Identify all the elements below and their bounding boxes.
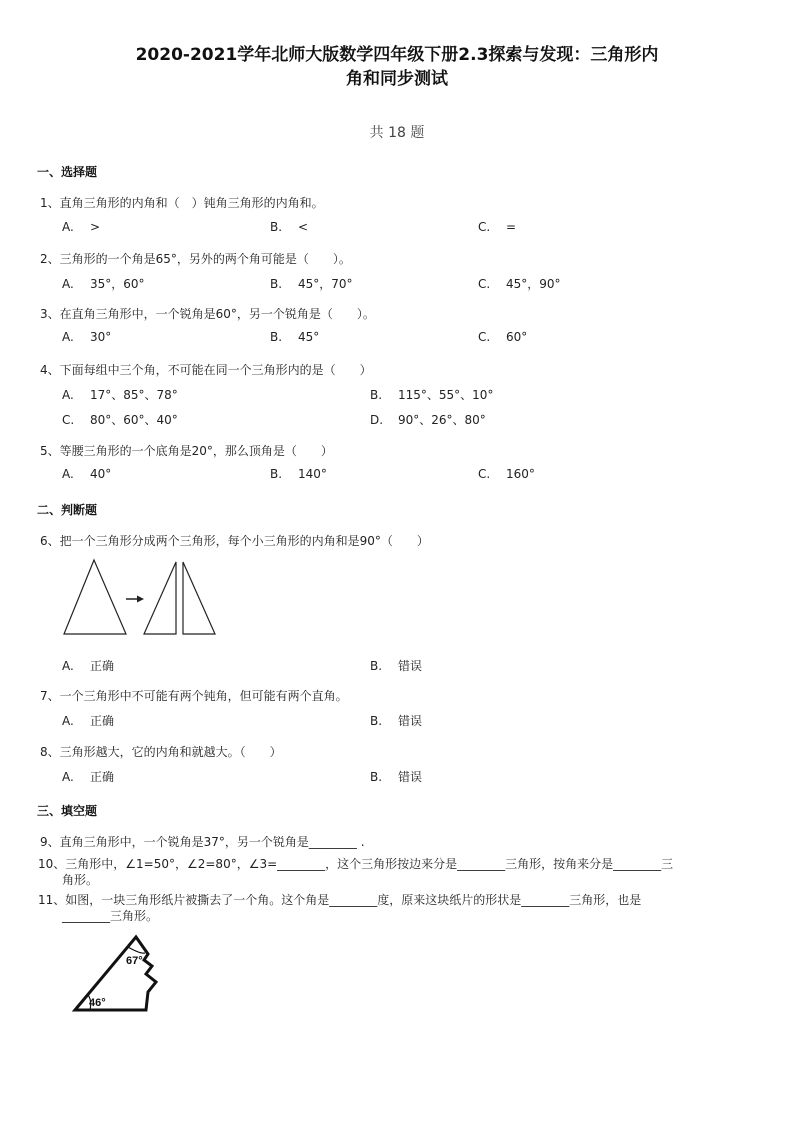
option-c[interactable]: C. 160°	[478, 467, 535, 481]
option-b[interactable]: B. 错误	[370, 770, 423, 784]
fill-question-line1: 10、三角形中，∠1=50°，∠2=80°，∠3=________，这个三角形按边来分是________三角形，按角来分是________三	[38, 857, 674, 871]
option-c[interactable]: C. =	[478, 220, 517, 234]
fill-question: 9、直角三角形中，一个锐角是37°，另一个锐角是________ .	[40, 835, 365, 849]
option-b[interactable]: B. 错误	[370, 659, 423, 673]
option-c[interactable]: C. 45°，90°	[478, 277, 561, 291]
torn-triangle-outline	[75, 937, 156, 1010]
bottom-angle-label: 46°	[89, 997, 106, 1009]
option-b[interactable]: B. 错误	[370, 714, 423, 728]
option-d[interactable]: D. 90°、26°、80°	[370, 413, 486, 427]
triangle-split-figure	[60, 558, 220, 638]
page-title-line2: 角和同步测试	[346, 69, 448, 89]
question-stem: 5、等腰三角形的一个底角是20°，那么顶角是（ ）	[40, 444, 333, 458]
option-a[interactable]: A. 35°，60°	[62, 277, 145, 291]
option-b[interactable]: B. 115°、55°、10°	[370, 388, 494, 402]
option-b[interactable]: B. 45°	[270, 330, 320, 344]
question-count: 共 18 题	[369, 125, 425, 141]
arrow-head	[137, 596, 144, 603]
fill-question-line1: 11、如图，一块三角形纸片被撕去了一个角。这个角是________度，原来这块纸片的形状是________三角形，也是	[38, 893, 642, 907]
option-a[interactable]: A. 正确	[62, 714, 115, 728]
question-stem: 1、直角三角形的内角和（ ）钝角三角形的内角和。	[40, 196, 324, 210]
page-title-line1: 2020-2021学年北师大版数学四年级下册2.3探索与发现：三角形内	[135, 45, 659, 65]
option-a[interactable]: A. 正确	[62, 770, 115, 784]
option-b[interactable]: B. 140°	[270, 467, 327, 481]
left-part-triangle	[144, 562, 176, 634]
question-stem: 4、下面每组中三个角，不可能在同一个三角形内的是（ ）	[40, 363, 372, 377]
top-angle-label: 67°	[126, 955, 143, 967]
option-b[interactable]: B. <	[270, 220, 309, 234]
option-b[interactable]: B. 45°，70°	[270, 277, 353, 291]
option-c[interactable]: C. 80°、60°、40°	[62, 413, 178, 427]
torn-triangle-figure	[70, 932, 170, 1014]
original-triangle	[64, 560, 126, 634]
option-a[interactable]: A. >	[62, 220, 101, 234]
question-stem: 2、三角形的一个角是65°，另外的两个角可能是（ ）。	[40, 252, 351, 266]
option-a[interactable]: A. 正确	[62, 659, 115, 673]
question-stem: 8、三角形越大，它的内角和就越大。（ ）	[40, 745, 282, 759]
option-a[interactable]: A. 17°、85°、78°	[62, 388, 178, 402]
question-stem: 7、一个三角形中不可能有两个钝角，但可能有两个直角。	[40, 689, 348, 703]
section-choice: 一、选择题	[37, 165, 98, 179]
right-part-triangle	[183, 562, 215, 634]
section-judge: 二、判断题	[37, 503, 98, 517]
fill-question-line2: ________三角形。	[62, 909, 159, 923]
question-stem: 3、在直角三角形中，一个锐角是60°，另一个锐角是（ ）。	[40, 307, 375, 321]
question-stem: 6、把一个三角形分成两个三角形，每个小三角形的内角和是90°（ ）	[40, 534, 429, 548]
option-a[interactable]: A. 40°	[62, 467, 112, 481]
section-fill: 三、填空题	[37, 804, 98, 818]
option-a[interactable]: A. 30°	[62, 330, 112, 344]
option-c[interactable]: C. 60°	[478, 330, 528, 344]
fill-question-line2: 角形。	[62, 873, 99, 887]
